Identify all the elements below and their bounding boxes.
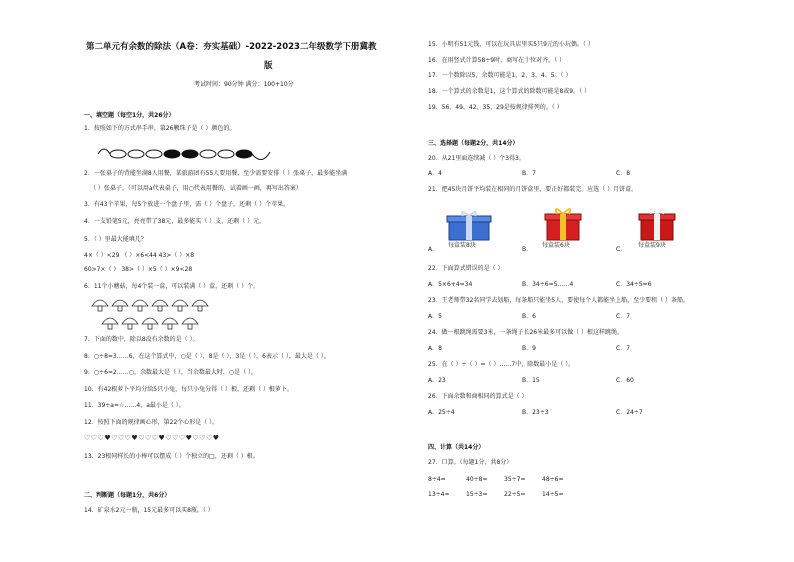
q25-option-c: C．60 xyxy=(616,377,634,384)
mushroom-icon xyxy=(172,300,188,311)
question-22: 22．下面算式错误的是（ ） xyxy=(428,265,504,272)
question-18: 18．一个算式的余数是1，这个算式的除数可能是8或9。（ ） xyxy=(428,88,590,95)
bead-white xyxy=(128,150,144,158)
mushroom-icon xyxy=(142,318,158,329)
question-3: 3．有43个苹果，每5个放进一个盘子里，需（ ）个盘子，还剩（ ）个苹果。 xyxy=(84,201,290,208)
q21-option-c: C． xyxy=(616,246,627,253)
question-7: 7．下面的数中，除以8没有余数的是（ ）。 xyxy=(84,336,199,343)
question-5a: 4×（ ）<29 （ ）×6<44 43>（ ）×8 xyxy=(84,252,195,259)
q24-option-a: A．8 xyxy=(428,345,442,352)
q21-option-b: B． xyxy=(522,246,533,253)
section-choice: 三、选择题（每题2分，共14分） xyxy=(428,140,519,147)
q23-option-b: B．6 xyxy=(522,313,536,320)
q20-option-a: A．4 xyxy=(428,170,442,177)
bead-white xyxy=(218,150,234,158)
right-column xyxy=(428,0,728,562)
question-21: 21．把45块月饼平均装在相同的月饼盒里，要正好都装完。应选（ ）月饼盒。 xyxy=(428,186,638,193)
mushroom-icon xyxy=(182,318,198,329)
bead-white xyxy=(110,150,126,158)
q22-option-a: A．5×6+4=34 xyxy=(428,281,473,288)
gift-box-red-icon xyxy=(543,204,583,242)
question-11: 11．39÷a=☆……4，a最小是（ ）。 xyxy=(84,402,185,409)
q25-option-a: A．23 xyxy=(428,377,446,384)
doc-title-line2: 版 xyxy=(264,61,273,71)
calc-cell: 35÷7= xyxy=(504,476,526,483)
question-24: 24．做一根跳绳需要3米，一条绳子长26米最多可以做（ ）根这样跳绳。 xyxy=(428,329,623,336)
mushroom-icon xyxy=(122,318,138,329)
calc-cell: 22÷5= xyxy=(504,491,526,498)
q20-option-b: B．7 xyxy=(522,170,536,177)
question-4: 4．一支铅笔5元，亮亮带了38元，最多能买（ ）支，还剩（ ）元。 xyxy=(84,218,266,225)
q23-option-c: C．7 xyxy=(616,313,631,320)
mushroom-icon xyxy=(152,300,168,311)
hearts-pattern: ♡♡♡♥♡♡♡♥♡♡♡♥♡♡♡♥♡♡♡♥ xyxy=(84,434,220,442)
calc-cell: 15÷3= xyxy=(466,491,488,498)
question-8: 8．○÷8=3……6，在这个算式中，○是（ ），8是（ ），3是（ ），6表示（ ），最大是（ ）。 xyxy=(84,353,330,360)
mushrooms-illustration xyxy=(90,294,210,330)
string-curl-right xyxy=(252,152,270,160)
q21-option-a: A． xyxy=(428,246,439,253)
section-judge: 二、判断题（每题1分，共6分） xyxy=(84,492,171,499)
calc-cell: 8÷4= xyxy=(428,476,446,483)
q20-option-c: C．8 xyxy=(616,170,631,177)
question-20: 20．从21里面连续减（ ）个3得3。 xyxy=(428,155,525,162)
mushroom-icon xyxy=(192,300,208,311)
section-fill-blank: 一、填空题（每空1分，共26分） xyxy=(84,112,175,119)
q21-label-a: 每盒装8块 xyxy=(448,242,476,249)
question-26: 26．下面余数和商相同的算式是（ ） xyxy=(428,393,528,400)
question-12: 12．按照下面的规律画心形，第22个心形是（ ）。 xyxy=(84,419,219,426)
bead-white xyxy=(146,150,162,158)
doc-title-line1: 第二单元有余数的除法（A卷：夯实基础）-2022-2023二年级数学下册冀教 xyxy=(86,42,377,52)
q26-option-a: A．25÷4 xyxy=(428,409,455,416)
question-1: 1．按照如下的方式串手串，第26颗珠子是（ ）颜色的。 xyxy=(84,125,236,132)
q26-option-b: B．23÷3 xyxy=(522,409,549,416)
q22-option-c: C．34÷5=6 xyxy=(616,281,652,288)
calc-cell: 13÷4= xyxy=(428,491,450,498)
question-19: 19．56、49、42、35、29是按规律排列的。（ ） xyxy=(428,104,563,111)
bead-white xyxy=(200,150,216,158)
q24-option-c: C．7 xyxy=(616,345,631,352)
question-2b: （ ）张桌子。（可以用a代表桌子，用○代表用餐的，试着画一画，再写出答案） xyxy=(90,185,302,192)
question-25: 25．在（ ）÷（ ）=（ ）……7中，除数最小是（ ）。 xyxy=(428,361,575,368)
mushroom-icon xyxy=(112,300,128,311)
question-6: 6．11个小蘑菇，每4个装一盒，可以装满（ ）盒，还剩（ ）个。 xyxy=(84,283,260,290)
bead-black xyxy=(164,150,180,158)
question-16: 16．在用竖式计算58÷9时，商写在十位对齐。（ ） xyxy=(428,57,566,64)
bead-black xyxy=(236,150,252,158)
bead-black xyxy=(182,150,198,158)
calc-cell: 40÷8= xyxy=(466,476,488,483)
q25-option-b: B．15 xyxy=(522,377,540,384)
q21-label-c: 每盒装9块 xyxy=(638,242,666,249)
bead-string-illustration xyxy=(96,140,276,166)
question-15: 15．小明有51元钱，可以在玩具店里买5只9元的小玩偶。（ ） xyxy=(428,41,594,48)
question-13: 13．23根同样长的小棒可以摆成（ ）个独立的□，还剩（ ）根。 xyxy=(84,453,259,460)
question-23: 23．王老师带32名同学去划船，每条船只能坐5人，要使每个人都能坐上船，至少要租（ ）条船。 xyxy=(428,297,689,304)
question-27: 27．口算。（每题1分，共8分） xyxy=(428,459,513,466)
question-10: 10．有42根萝卜平均分给5只小兔，每只小兔分得（ ）根，还剩（ ）根萝卜。 xyxy=(84,386,293,393)
q23-option-a: A．5 xyxy=(428,313,442,320)
mushroom-icon xyxy=(92,300,108,311)
q26-option-c: C．24÷7 xyxy=(616,409,643,416)
question-14: 14．矿泉水2元一瓶，15元最多可以买8瓶。（ ） xyxy=(84,507,214,514)
question-5b: 60>7×（ ） 38>（ ）×5（ ）×9<28 xyxy=(84,266,193,273)
question-5: 5．（ ）里最大能填几？ xyxy=(84,236,147,243)
question-2a: 2．一张桌子的背能坐满8人用餐，某旅游团有55人要用餐，至少需要安排（ ）张桌子，最多能坐满 xyxy=(84,170,348,177)
calc-cell: 48÷6= xyxy=(542,476,564,483)
section-calc: 四、计算（共14分） xyxy=(428,444,485,451)
q21-label-b: 每盒装6块 xyxy=(542,242,570,249)
mushroom-icon xyxy=(162,318,178,329)
mushroom-icon xyxy=(132,300,148,311)
string-curl-left xyxy=(98,149,110,154)
q22-option-b: B．34÷6=5……4 xyxy=(522,281,574,288)
left-column xyxy=(82,0,402,562)
question-9: 9．○÷6=2……○，余数最大是（ ），当余数最大时，○是（ ）。 xyxy=(84,369,258,376)
mushroom-icon xyxy=(102,318,118,329)
gift-box-blue-icon xyxy=(446,208,492,242)
gift-box-red-icon xyxy=(637,204,677,242)
doc-meta: 考试时间：90分钟 满分：100+10分 xyxy=(194,81,294,88)
question-17: 17．一个数除以5，余数可能是1、2、3、4、5。（ ） xyxy=(428,72,572,79)
q24-option-b: B．9 xyxy=(522,345,536,352)
calc-cell: 14÷5= xyxy=(542,491,564,498)
